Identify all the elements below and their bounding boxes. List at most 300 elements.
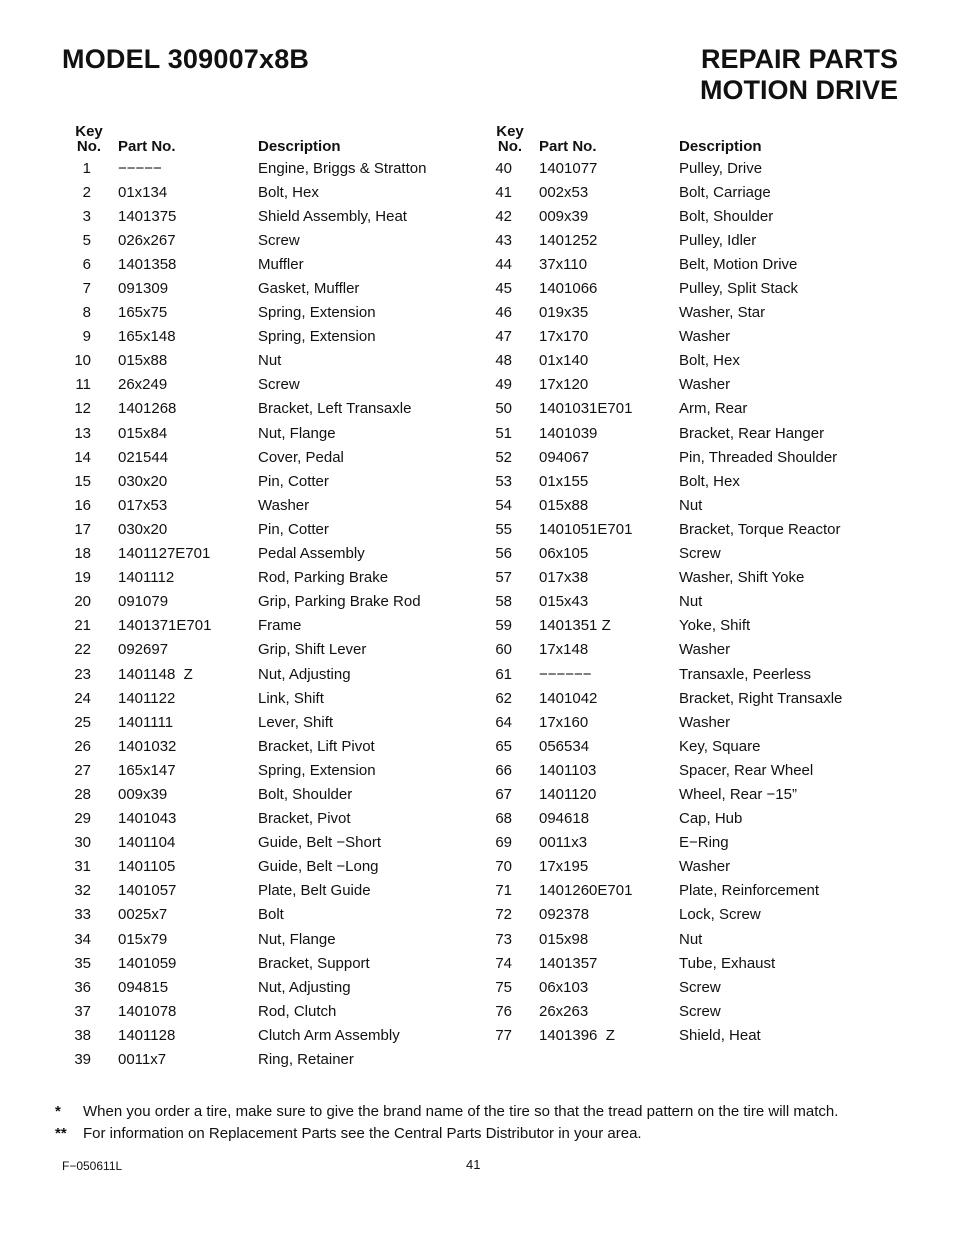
key-no: 19 [74, 569, 91, 587]
part-no: 015x79 [118, 930, 168, 948]
part-no: 1401057 [118, 882, 177, 900]
table-row [60, 903, 458, 927]
table-row [481, 180, 879, 204]
footnote-mark: ** [55, 1125, 67, 1142]
table-row [481, 782, 879, 806]
description: Bracket, Pivot [258, 810, 351, 828]
part-no: 1401120 [539, 785, 597, 803]
description: Ring, Retainer [258, 1051, 354, 1069]
part-no: 1401112 [118, 569, 175, 587]
description: Guide, Belt −Short [258, 834, 381, 852]
table-header-row [60, 124, 458, 156]
footnote-tire [55, 1101, 838, 1123]
key-no: 61 [495, 665, 512, 683]
description: Bolt, Hex [679, 352, 740, 370]
part-no: 009x39 [539, 207, 589, 225]
key-no: 65 [495, 737, 512, 755]
description: Screw [679, 1002, 721, 1020]
key-no: 26 [74, 737, 91, 755]
part-no-header: Part No. [118, 138, 176, 155]
description: Washer [679, 328, 731, 346]
table-row [481, 517, 879, 541]
description: Bolt, Hex [679, 472, 740, 490]
description: Nut, Flange [258, 424, 336, 442]
part-no: 056534 [539, 737, 590, 755]
key-header-line2: No. [76, 138, 102, 155]
key-no: 39 [74, 1051, 91, 1069]
description: Arm, Rear [679, 400, 748, 418]
table-row [481, 951, 879, 975]
table-row [60, 517, 458, 541]
table-row [481, 614, 879, 638]
part-no: 094815 [118, 978, 169, 996]
key-no: 51 [495, 424, 512, 442]
section-title-line2: MOTION DRIVE [699, 75, 898, 105]
description: Pin, Threaded Shoulder [679, 448, 838, 466]
key-no: 40 [495, 159, 512, 177]
part-no: 01x140 [539, 352, 589, 370]
part-no: 1401051E701 [539, 520, 633, 538]
key-no: 47 [495, 328, 512, 346]
key-no: 41 [495, 183, 512, 201]
key-no: 56 [495, 545, 512, 563]
key-no: 72 [495, 906, 512, 924]
description: Bolt, Carriage [679, 183, 771, 201]
key-no: 14 [74, 448, 91, 466]
part-no: 1401104 [118, 834, 176, 852]
description: Spring, Extension [258, 761, 376, 779]
key-no: 20 [74, 593, 91, 611]
table-row [481, 542, 879, 566]
description: Bolt [258, 906, 284, 924]
key-no: 17 [74, 520, 91, 538]
table-row [481, 999, 879, 1023]
table-row [481, 590, 879, 614]
part-no: 030x20 [118, 472, 168, 490]
table-row [60, 590, 458, 614]
key-no: 69 [495, 834, 512, 852]
table-row [60, 855, 458, 879]
table-row [60, 373, 458, 397]
description: Bracket, Torque Reactor [679, 520, 841, 538]
part-no: 015x43 [539, 593, 589, 611]
table-row [481, 397, 879, 421]
key-no: 6 [82, 255, 91, 273]
key-no: 12 [74, 400, 91, 418]
description: Nut, Adjusting [258, 665, 351, 683]
key-no: 50 [495, 400, 512, 418]
table-row [60, 662, 458, 686]
description: Washer, Shift Yoke [679, 569, 805, 587]
key-no: 77 [495, 1026, 512, 1044]
table-row [60, 566, 458, 590]
part-no: 1401105 [118, 858, 176, 876]
description: Spring, Extension [258, 328, 376, 346]
part-no: 01x155 [539, 472, 589, 490]
part-no: 017x53 [118, 496, 168, 514]
description: Nut, Flange [258, 930, 336, 948]
table-row [60, 1047, 458, 1071]
part-no: −−−−− [118, 159, 162, 177]
key-no: 5 [82, 231, 91, 249]
part-no: 1401148 Z [118, 665, 193, 683]
part-no: 1401252 [539, 231, 598, 249]
parts-table-right [481, 124, 879, 1047]
part-no: 015x88 [118, 352, 168, 370]
page-number: 41 [466, 1157, 481, 1172]
part-no: 1401042 [539, 689, 598, 707]
footnote-text: For information on Replacement Parts see the Central Parts Distributor in your area. [83, 1125, 642, 1142]
description: Pulley, Idler [679, 231, 757, 249]
description: Spring, Extension [258, 304, 376, 322]
key-no: 49 [495, 376, 512, 394]
part-no: 26x249 [118, 376, 168, 394]
key-no: 28 [74, 785, 91, 803]
table-row [60, 758, 458, 782]
key-no: 9 [82, 328, 91, 346]
table-row [60, 782, 458, 806]
part-no: 1401260E701 [539, 882, 633, 900]
key-no: 60 [495, 641, 512, 659]
key-no: 48 [495, 352, 512, 370]
part-no: 1401032 [118, 737, 177, 755]
description: Screw [679, 978, 721, 996]
table-row [481, 662, 879, 686]
description: Pulley, Split Stack [679, 280, 798, 298]
part-no-header: Part No. [539, 138, 597, 155]
part-no: 094067 [539, 448, 590, 466]
footnote-mark: * [55, 1103, 61, 1120]
key-no: 71 [495, 882, 512, 900]
part-no: 015x98 [539, 930, 589, 948]
key-no: 34 [74, 930, 91, 948]
key-no: 52 [495, 448, 512, 466]
table-row [60, 734, 458, 758]
part-no: 1401103 [539, 761, 597, 779]
part-no: 165x147 [118, 761, 176, 779]
description: Nut [679, 496, 703, 514]
part-no: 0011x7 [118, 1051, 167, 1069]
description: Washer [679, 641, 731, 659]
key-header-line1: Key [496, 123, 524, 140]
table-row [481, 807, 879, 831]
part-no: 015x88 [539, 496, 589, 514]
table-row [481, 301, 879, 325]
description: Nut [258, 352, 282, 370]
key-no-header [481, 124, 539, 156]
form-number: F−050611L [62, 1159, 123, 1173]
table-row [60, 638, 458, 662]
key-no: 30 [74, 834, 91, 852]
table-row [481, 686, 879, 710]
key-no: 10 [74, 352, 91, 370]
part-no: 030x20 [118, 520, 168, 538]
description: Lever, Shift [258, 713, 334, 731]
key-no: 58 [495, 593, 512, 611]
table-row [481, 276, 879, 300]
key-no: 21 [74, 617, 91, 635]
description: Washer [679, 376, 731, 394]
part-no: 002x53 [539, 183, 589, 201]
description: Shield Assembly, Heat [258, 207, 407, 225]
description: Bracket, Lift Pivot [258, 737, 375, 755]
description: Pin, Cotter [258, 520, 329, 538]
description: Link, Shift [258, 689, 324, 707]
part-no: 1401043 [118, 810, 177, 828]
description: Grip, Parking Brake Rod [258, 593, 421, 611]
key-no: 27 [74, 761, 91, 779]
table-row [60, 228, 458, 252]
key-no: 31 [74, 858, 91, 876]
description: Bolt, Hex [258, 183, 319, 201]
description: Key, Square [679, 737, 761, 755]
part-no: 17x195 [539, 858, 589, 876]
description: Gasket, Muffler [258, 280, 360, 298]
table-row [60, 445, 458, 469]
table-row [481, 325, 879, 349]
key-no: 24 [74, 689, 91, 707]
part-no: 1401396 Z [539, 1026, 615, 1044]
part-no: 009x39 [118, 785, 168, 803]
part-no: −−−−−− [539, 665, 592, 683]
part-no: 091079 [118, 593, 169, 611]
description: Washer [258, 496, 310, 514]
description: Yoke, Shift [679, 617, 751, 635]
description-header: Description [258, 138, 341, 155]
key-no: 8 [82, 304, 91, 322]
table-row [60, 686, 458, 710]
key-no: 64 [495, 713, 512, 731]
key-no: 23 [74, 665, 91, 683]
table-row [60, 807, 458, 831]
description: Transaxle, Peerless [679, 665, 811, 683]
part-no: 1401128 [118, 1026, 176, 1044]
table-row [60, 349, 458, 373]
key-no: 25 [74, 713, 91, 731]
part-no: 1401351 Z [539, 617, 611, 635]
description: Clutch Arm Assembly [258, 1026, 400, 1044]
part-no: 26x263 [539, 1002, 589, 1020]
part-no: 06x105 [539, 545, 589, 563]
key-no: 15 [74, 472, 91, 490]
description: Screw [258, 376, 300, 394]
description: Nut [679, 930, 703, 948]
footnotes [55, 1101, 838, 1145]
description: Wheel, Rear −15” [679, 785, 797, 803]
key-no: 33 [74, 906, 91, 924]
part-no: 17x120 [539, 376, 589, 394]
table-row [481, 927, 879, 951]
key-no: 32 [74, 882, 91, 900]
table-row [60, 397, 458, 421]
key-no: 37 [74, 1002, 91, 1020]
table-row [60, 542, 458, 566]
key-no: 46 [495, 304, 512, 322]
key-no: 67 [495, 785, 512, 803]
table-row [60, 301, 458, 325]
part-no: 17x170 [539, 328, 589, 346]
part-no: 1401268 [118, 400, 177, 418]
key-no: 70 [495, 858, 512, 876]
description: Bracket, Support [258, 954, 370, 972]
key-no: 2 [82, 183, 91, 201]
part-no: 165x148 [118, 328, 176, 346]
description: Pedal Assembly [258, 545, 365, 563]
table-row [481, 566, 879, 590]
description: Bolt, Shoulder [679, 207, 774, 225]
description: Lock, Screw [679, 906, 761, 924]
table-row [60, 879, 458, 903]
key-no: 62 [495, 689, 512, 707]
section-title-line1: REPAIR PARTS [700, 44, 898, 74]
table-row [481, 734, 879, 758]
footnote-text: When you order a tire, make sure to give the brand name of the tire so that the tread pattern on the tire will match. [83, 1103, 839, 1120]
description: Cover, Pedal [258, 448, 344, 466]
table-row [481, 855, 879, 879]
parts-table-left [60, 124, 458, 1072]
part-no: 017x38 [539, 569, 589, 587]
description: Washer, Star [679, 304, 766, 322]
key-no: 3 [82, 207, 91, 225]
key-no: 16 [74, 496, 91, 514]
key-no: 66 [495, 761, 512, 779]
part-no: 17x160 [539, 713, 589, 731]
table-row [481, 421, 879, 445]
key-no: 22 [74, 641, 91, 659]
section-title [700, 44, 898, 106]
description: Nut [679, 593, 703, 611]
key-header-line1: Key [75, 123, 103, 140]
description: Screw [679, 545, 721, 563]
description: Belt, Motion Drive [679, 255, 798, 273]
table-row [481, 638, 879, 662]
table-row [60, 614, 458, 638]
description: Muffler [258, 255, 304, 273]
table-row [60, 180, 458, 204]
table-row [60, 493, 458, 517]
key-no: 44 [495, 255, 512, 273]
part-no: 094618 [539, 810, 590, 828]
description: Spacer, Rear Wheel [679, 761, 814, 779]
part-no: 1401375 [118, 207, 177, 225]
description: Plate, Reinforcement [679, 882, 820, 900]
table-row [481, 493, 879, 517]
description: Pin, Cotter [258, 472, 329, 490]
description: Rod, Parking Brake [258, 569, 389, 587]
part-no: 1401127E701 [118, 545, 211, 563]
part-no: 026x267 [118, 231, 176, 249]
description: Nut, Adjusting [258, 978, 351, 996]
table-row [481, 758, 879, 782]
description: Guide, Belt −Long [258, 858, 379, 876]
key-header-line2: No. [497, 138, 523, 155]
table-row [481, 710, 879, 734]
description: Bolt, Shoulder [258, 785, 353, 803]
table-row [60, 156, 458, 180]
key-no: 35 [74, 954, 91, 972]
part-no: 0011x3 [539, 834, 588, 852]
part-no: 019x35 [539, 304, 589, 322]
part-no: 37x110 [539, 255, 588, 273]
part-no: 021544 [118, 448, 169, 466]
part-no: 1401358 [118, 255, 177, 273]
part-no: 1401122 [118, 689, 176, 707]
part-no: 01x134 [118, 183, 168, 201]
table-row [481, 349, 879, 373]
parts-list-left [60, 156, 458, 1072]
description: Shield, Heat [679, 1026, 761, 1044]
key-no: 55 [495, 520, 512, 538]
description: Bracket, Rear Hanger [679, 424, 825, 442]
table-row [481, 903, 879, 927]
key-no: 13 [74, 424, 91, 442]
description-header: Description [679, 138, 762, 155]
key-no: 18 [74, 545, 91, 563]
table-row [481, 204, 879, 228]
table-row [60, 999, 458, 1023]
description: Screw [258, 231, 300, 249]
key-no: 36 [74, 978, 91, 996]
table-row [481, 469, 879, 493]
part-no: 091309 [118, 280, 169, 298]
table-row [60, 421, 458, 445]
description: Grip, Shift Lever [258, 641, 367, 659]
description: Rod, Clutch [258, 1002, 337, 1020]
key-no: 57 [495, 569, 512, 587]
part-no: 17x148 [539, 641, 589, 659]
parts-list-right [481, 156, 879, 1047]
table-row [481, 879, 879, 903]
table-row [60, 1023, 458, 1047]
key-no: 75 [495, 978, 512, 996]
part-no: 015x84 [118, 424, 168, 442]
key-no: 42 [495, 207, 512, 225]
description: Pulley, Drive [679, 159, 763, 177]
part-no: 1401039 [539, 424, 598, 442]
table-row [481, 228, 879, 252]
table-row [481, 975, 879, 999]
key-no: 29 [74, 810, 91, 828]
table-row [60, 831, 458, 855]
table-row [481, 445, 879, 469]
description: Frame [258, 617, 302, 635]
table-header-row [481, 124, 879, 156]
part-no: 165x75 [118, 304, 168, 322]
table-row [481, 831, 879, 855]
table-row [481, 1023, 879, 1047]
description: Plate, Belt Guide [258, 882, 371, 900]
key-no: 54 [495, 496, 512, 514]
part-no: 1401078 [118, 1002, 177, 1020]
key-no: 11 [75, 376, 91, 394]
part-no: 1401059 [118, 954, 177, 972]
description: Engine, Briggs & Stratton [258, 159, 427, 177]
key-no: 1 [82, 159, 91, 177]
key-no: 73 [495, 930, 512, 948]
part-no: 1401031E701 [539, 400, 633, 418]
description: Cap, Hub [679, 810, 743, 828]
key-no: 45 [495, 280, 512, 298]
table-row [60, 325, 458, 349]
description: Bracket, Left Transaxle [258, 400, 412, 418]
description: Bracket, Right Transaxle [679, 689, 843, 707]
part-no: 092378 [539, 906, 590, 924]
table-row [60, 252, 458, 276]
table-row [60, 204, 458, 228]
key-no-header [60, 124, 118, 156]
key-no: 43 [495, 231, 512, 249]
table-row [60, 951, 458, 975]
